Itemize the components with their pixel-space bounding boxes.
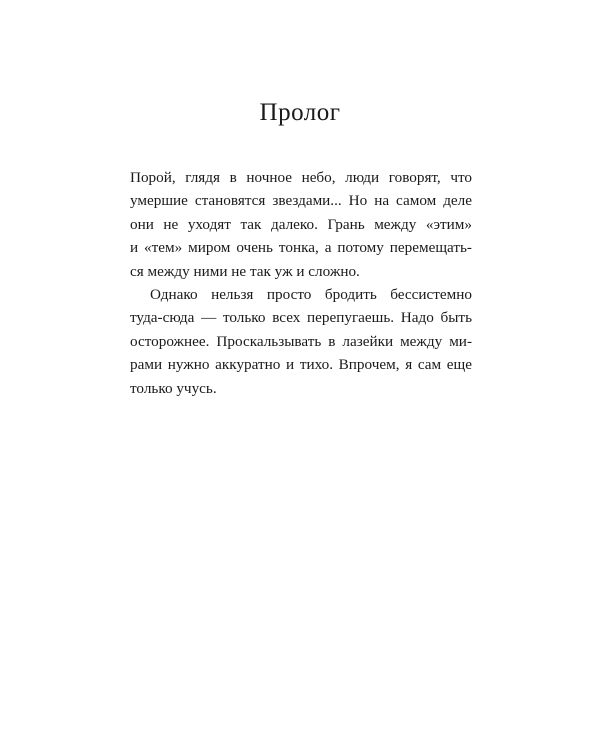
- paragraph-2: [130, 283, 472, 400]
- chapter-title: Пролог: [259, 99, 341, 126]
- text-line: они не уходят так далеко. Грань между «этим»: [130, 215, 472, 233]
- text-line: туда-сюда — только всех перепугаешь. Надо быть: [130, 309, 472, 327]
- text-line: ся между ними не так уж и сложно.: [130, 262, 360, 280]
- paragraph-1: [130, 166, 472, 283]
- text-line: умершие становятся звездами... Но на самом деле: [130, 192, 472, 210]
- text-line: осторожнее. Проскальзывать в лазейки между ми-: [130, 332, 472, 350]
- text-line: и «тем» миром очень тонка, а потому перемещать-: [130, 239, 472, 257]
- text-line: Однако нельзя просто бродить бессистемно: [150, 286, 472, 304]
- text-line: Порой, глядя в ночное небо, люди говорят, что: [130, 169, 472, 186]
- chapter-body: [130, 166, 472, 400]
- text-line: только учусь.: [130, 379, 217, 397]
- text-line: рами нужно аккуратно и тихо. Впрочем, я сам еще: [130, 356, 472, 374]
